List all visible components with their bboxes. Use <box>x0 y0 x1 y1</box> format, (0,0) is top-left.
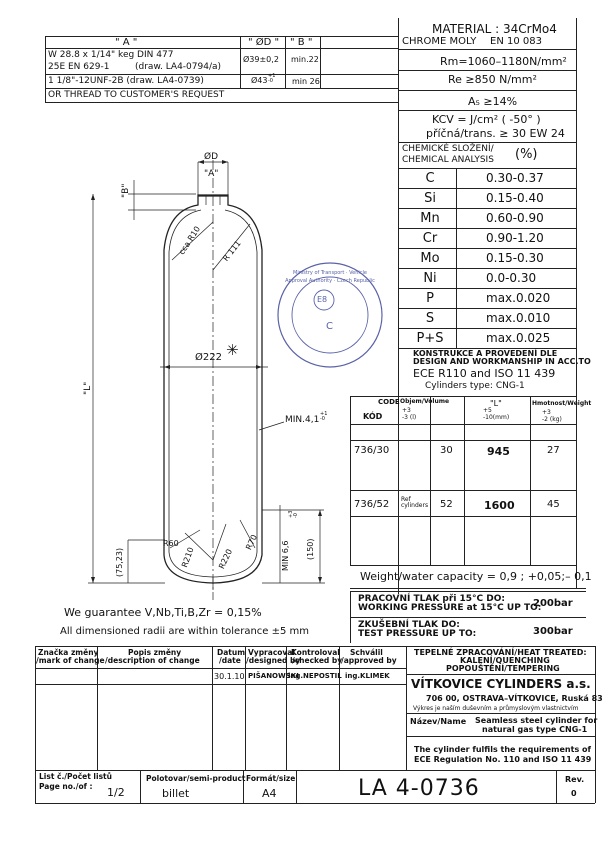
r220-label: R220 <box>217 547 235 571</box>
phi-d-label: ØD <box>204 152 219 162</box>
code-header: CODE <box>378 398 400 406</box>
chem-value: 0.15-0.30 <box>486 251 544 265</box>
row1-w: 27 <box>547 445 560 456</box>
ref-cylinders: Ref cylinders <box>401 496 429 510</box>
hdr-checked-cz: Kontroloval <box>291 648 340 657</box>
thread-row3-b: min 26 <box>292 77 320 86</box>
approved-by: ing.KLIMEK <box>345 672 390 680</box>
guarantee-line: We guarantee V,Nb,Ti,B,Zr = 0,15% <box>64 606 262 619</box>
stamp-e8: E8 <box>317 295 328 304</box>
material-pricna: příčná/trans. ≥ 30 EW 24 <box>426 127 565 140</box>
chem-header-en: CHEMICAL ANALYSIS <box>402 155 494 165</box>
volume-tol: +3 -3 (l) <box>402 407 417 421</box>
row2-vol: 52 <box>440 499 453 510</box>
page-label-en: Page no./of : <box>39 782 93 791</box>
chem-element: Mo <box>420 251 440 266</box>
chem-unit: (%) <box>515 147 538 162</box>
chem-value: max.0.020 <box>486 291 551 305</box>
row2-l: 1600 <box>484 499 515 512</box>
heat-quenching: KALENÍ/QUENCHING <box>460 656 550 665</box>
format-value: A4 <box>262 787 277 800</box>
heat-tempering: POPOUŠTĚNÍ/TEMPERING <box>446 664 560 673</box>
chem-value: 0.30-0.37 <box>486 171 544 185</box>
test-pressure-cz: ZKUŠEBNÍ TLAK DO: <box>358 620 460 630</box>
row2-code: 736/52 <box>354 499 390 510</box>
design-line-en: DESIGN AND WORKMANSHIP IN ACC.TO <box>413 357 591 366</box>
chem-element: P <box>426 291 434 306</box>
drawing-number: LA 4-0736 <box>358 776 480 801</box>
col-a-header: " A " <box>115 37 138 48</box>
weight-water-capacity: Weight/water capacity = 0,9 ; +0,05;– 0,1 <box>360 570 592 583</box>
working-pressure-en: WORKING PRESSURE at 15°C UP TO: <box>358 603 542 613</box>
weight-header: Hmotnost/Weight <box>532 400 592 407</box>
semi-product-label: Polotovar/semi-product <box>146 774 246 783</box>
revision-value: 0 <box>571 789 577 798</box>
kod-header: KÓD <box>363 412 383 421</box>
company-name: VÍTKOVICE CYLINDERS a.s. <box>411 677 591 691</box>
working-pressure-cz: PRACOVNÍ TLAK při 15°C DO: <box>358 594 506 604</box>
test-pressure-value: 300bar <box>533 626 573 637</box>
volume-header: Objem/Volume <box>400 398 450 405</box>
cca-r10-label: cca R10 <box>177 224 203 257</box>
chem-value: max.0.025 <box>486 331 551 345</box>
format-label: Formát/size <box>246 774 296 783</box>
fulfil-line-1: The cylinder fulfils the requirements of <box>414 745 591 754</box>
chem-value: max.0.010 <box>486 311 551 325</box>
material-sub-left: CHROME MOLY <box>402 36 477 47</box>
l-tol: +5 -10(mm) <box>483 407 510 421</box>
thread-row1: W 28.8 x 1/14" keg DIN 477 <box>48 50 174 60</box>
hdr-approved-en: /approved by <box>341 656 397 665</box>
thread-row12-d: Ø39±0,2 <box>243 55 279 64</box>
d150-label: (150) <box>306 538 315 560</box>
row2-w: 45 <box>547 499 560 510</box>
heat-treated: TEPELNÉ ZPRACOVÁNÍ/HEAT TREATED: <box>414 648 587 657</box>
stamp-text: Ministry of Transport · Vehicle Approval Authority · Czech Republic <box>285 270 375 284</box>
material-rm: Rm=1060–1180N/mm² <box>440 55 567 68</box>
hdr-checked-en: /checked by <box>292 656 343 665</box>
chem-value: 0.15-0.40 <box>486 191 544 205</box>
hdr-mark-en: /mark of change <box>36 656 105 665</box>
min41-label: MIN.4,1 <box>285 415 320 425</box>
r111-label: R 111 <box>221 238 243 263</box>
ownership-note: Výkres je naším duševním a průmyslovým vlastnictvím <box>413 705 579 712</box>
hdr-designed-en: /designed by <box>246 656 301 665</box>
chem-value: 0.90-1.20 <box>486 231 544 245</box>
r210-label: R210 <box>180 546 196 569</box>
hdr-date-cz: Datum <box>217 648 246 657</box>
col-b-header: " B " <box>290 37 313 48</box>
hdr-approved-cz: Schválil <box>350 648 383 657</box>
company-address: 706 00, OSTRAVA–VÍTKOVICE, Ruská 83 <box>426 694 603 703</box>
b-label: "B" <box>121 183 131 198</box>
r60-label: R60 <box>163 539 179 548</box>
revision-label: Rev. <box>565 775 585 784</box>
a-label: "A" <box>204 169 219 179</box>
material-sub-right: EN 10 083 <box>490 36 542 47</box>
page-value: 1/2 <box>107 786 125 799</box>
l-dim-label: "L" <box>83 381 93 395</box>
semi-product-value: billet <box>162 787 190 800</box>
hdr-designed-cz: Vypracoval <box>248 648 295 657</box>
col-d-header: " ØD " <box>248 37 280 48</box>
thread-row3-d-tol: +1 -0 <box>268 73 276 84</box>
hdr-date-en: /date <box>219 656 241 665</box>
name-value-1: Seamless steel cylinder for <box>475 716 598 725</box>
design-line-ece: ECE R110 and ISO 11 439 <box>413 367 556 380</box>
material-title: MATERIAL : 34CrMo4 <box>432 22 557 36</box>
d75-label: (75,23) <box>115 547 124 577</box>
chem-element: Mn <box>420 211 440 226</box>
design-line-type: Cylinders type: CNG-1 <box>425 381 525 391</box>
weight-tol: +3 -2 (kg) <box>542 409 562 423</box>
name-label: Název/Name <box>410 717 467 726</box>
thread-row12-b: min.22 <box>291 55 319 64</box>
page-label-cz: List č./Počet listů <box>39 772 112 781</box>
name-value-2: natural gas type CNG-1 <box>482 725 588 734</box>
designed-by: PIŠANOWSKI <box>248 672 299 680</box>
working-pressure-value: 200bar <box>533 598 573 609</box>
l-header: "L" <box>490 399 502 408</box>
change-date: 30.1.10 <box>214 672 245 681</box>
chem-value: 0.60-0.90 <box>486 211 544 225</box>
hdr-desc-cz: Popis změny <box>128 648 182 657</box>
fulfil-line-2: ECE Regulation No. 110 and ISO 11 439 <box>414 755 592 764</box>
chem-element: S <box>425 311 435 326</box>
row1-l: 945 <box>487 445 510 458</box>
hdr-desc-en: /description of change <box>105 656 200 665</box>
min66-label: MIN 6,6 <box>281 540 290 571</box>
material-a5: A₅ ≥14% <box>468 95 518 108</box>
radii-note: All dimensioned radii are within tolerance ±5 mm <box>60 626 310 637</box>
design-line-cz: KONSTRUKCE A PROVEDENÍ DLE <box>413 349 558 358</box>
thread-row3: 1 1/8"-12UNF-2B (draw. LA4-0739) <box>48 76 204 86</box>
star-symbol: ✳ <box>226 341 239 359</box>
thread-row2: 25E EN 629-1 <box>48 62 110 72</box>
chem-element: Si <box>424 191 436 206</box>
chem-element: P+S <box>416 331 444 346</box>
thread-row3-d: Ø43 <box>251 76 268 85</box>
row1-code: 736/30 <box>354 445 390 456</box>
chem-header-cz: CHEMICKÉ SLOŽENÍ/ <box>402 144 494 154</box>
row1-vol: 30 <box>440 445 453 456</box>
chem-element: C <box>425 171 435 186</box>
stamp-c: C <box>326 321 333 332</box>
material-kcv: KCV = J/cm² ( -50° ) <box>432 113 541 126</box>
min41-tol: +1 -0 <box>320 411 328 422</box>
chem-element: Ni <box>423 271 437 286</box>
thread-row4: OR THREAD TO CUSTOMER'S REQUEST <box>48 90 225 100</box>
checked-by: ing.NEPOSTIL <box>288 672 342 680</box>
material-re: Re ≥850 N/mm² <box>448 73 537 86</box>
chem-value: 0.0-0.30 <box>486 271 537 285</box>
thread-row2-note: (draw. LA4-0794/a) <box>135 62 222 72</box>
chem-element: Cr <box>422 231 438 246</box>
r70-label: R70 <box>244 533 259 552</box>
min66-tol: +3 -0 <box>288 510 299 518</box>
phi222-label: Ø222 <box>195 352 222 363</box>
hdr-mark-cz: Značka změny <box>38 648 99 657</box>
test-pressure-en: TEST PRESSURE UP TO: <box>358 629 477 639</box>
